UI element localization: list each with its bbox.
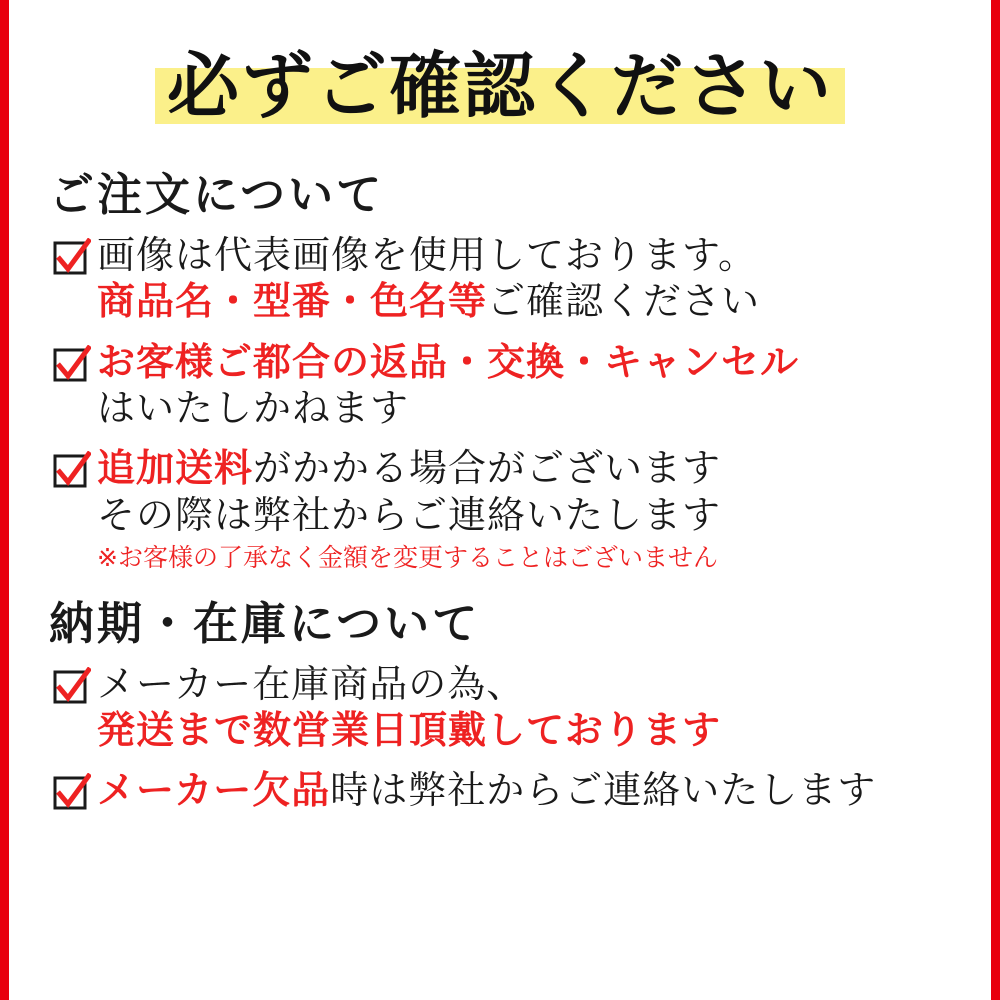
normal-text: がかかる場合がございます <box>253 446 722 491</box>
check-box-icon <box>53 451 91 489</box>
list-item <box>53 445 959 574</box>
list-item-text <box>97 445 959 574</box>
list-line: 画像は代表画像を使用しております。 <box>97 233 757 277</box>
list-line <box>97 278 959 324</box>
list-item <box>53 767 959 813</box>
emphasis-text: メーカー欠品 <box>97 768 331 813</box>
list-item-note: ※お客様の了承なく金額を変更することはございません <box>97 543 718 573</box>
section-heading-delivery: 納期・在庫について <box>49 596 481 650</box>
list-line: その際は弊社からご連絡いたします <box>97 492 722 537</box>
page-title <box>41 34 959 142</box>
emphasis-text: 追加送料 <box>97 446 254 491</box>
check-box-icon <box>53 345 91 383</box>
check-box-icon <box>53 773 91 811</box>
check-box-icon <box>53 667 91 705</box>
normal-text: ご確認ください <box>487 279 761 324</box>
list-item <box>53 232 959 325</box>
list-item <box>53 339 959 432</box>
section-heading-orders: ご注文について <box>49 168 385 221</box>
list-item-text <box>97 232 959 325</box>
list-line: はいたしかねます <box>97 386 410 431</box>
list-line: 発送まで数営業日頂戴しております <box>97 708 722 753</box>
notice-content <box>9 0 991 1000</box>
title-text: 必ずご確認ください <box>166 44 833 128</box>
emphasis-text: 商品名・型番・色名等 <box>97 279 488 324</box>
list-item-text <box>97 767 959 813</box>
list-line <box>97 767 959 813</box>
normal-text: 時は弊社からご連絡いたします <box>330 768 877 813</box>
list-item <box>53 661 959 754</box>
list-item-text <box>97 339 959 432</box>
list-line: メーカー在庫商品の為、 <box>97 661 526 706</box>
check-box-icon <box>53 238 91 276</box>
list-item-text <box>97 661 959 754</box>
list-line: お客様ご都合の返品・交換・キャンセル <box>97 339 800 384</box>
list-line <box>97 445 959 491</box>
